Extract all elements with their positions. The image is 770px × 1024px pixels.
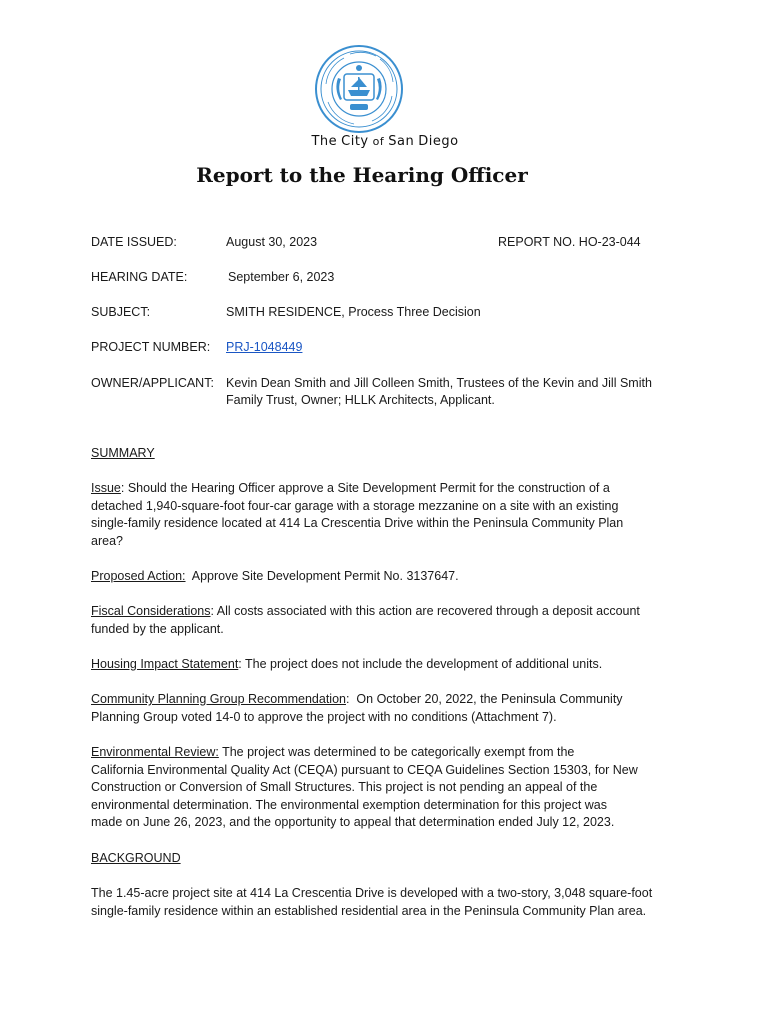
- issue-line-2: detached 1,940-square-foot four-car garage with a storage mezzanine on a site with an existing: [91, 499, 619, 513]
- proposed-action-label: Proposed Action:: [91, 569, 186, 583]
- fiscal-label: Fiscal Considerations: [91, 604, 211, 618]
- proposed-action-paragraph: Proposed Action: Approve Site Development Permit No. 3137647.: [91, 569, 459, 583]
- environmental-paragraph: Environmental Review: The project was determined to be categorically exempt from the: [91, 745, 575, 759]
- report-number: REPORT NO. HO-23-044: [498, 235, 641, 249]
- project-number-link[interactable]: PRJ-1048449: [226, 340, 303, 354]
- environmental-line-4: environmental determination. The environmental exemption determination for this project was: [91, 798, 608, 812]
- summary-heading: SUMMARY: [91, 446, 155, 460]
- issue-paragraph: Issue: Should the Hearing Officer approve a Site Development Permit for the construction of a: [91, 481, 610, 495]
- issue-label: Issue: [91, 481, 121, 495]
- cpg-line-2: Planning Group voted 14-0 to approve the project with no conditions (Attachment 7).: [91, 710, 557, 724]
- issue-line-4: area?: [91, 534, 123, 548]
- housing-label: Housing Impact Statement: [91, 657, 239, 671]
- environmental-line-2: California Environmental Quality Act (CEQA) pursuant to CEQA Guidelines Section 15303, for New: [91, 763, 638, 777]
- environmental-line-5: made on June 26, 2023, and the opportunity to appeal that determination ended July 12, 2023.: [91, 815, 615, 829]
- issue-line-3: single-family residence located at 414 La Crescentia Drive within the Peninsula Community Plan: [91, 516, 624, 530]
- project-number-label: PROJECT NUMBER:: [91, 340, 211, 354]
- cpg-paragraph: Community Planning Group Recommendation: On October 20, 2022, the Peninsula Community: [91, 692, 623, 706]
- city-name: The City of San Diego: [311, 134, 459, 149]
- fiscal-line-2: funded by the applicant.: [91, 622, 224, 636]
- owner-applicant-line-2: Family Trust, Owner; HLLK Architects, Applicant.: [226, 393, 495, 407]
- date-issued-label: DATE ISSUED:: [91, 235, 177, 249]
- city-seal-icon: [314, 44, 404, 134]
- background-heading: BACKGROUND: [91, 851, 181, 865]
- subject-value: SMITH RESIDENCE, Process Three Decision: [226, 305, 481, 319]
- hearing-date-value: September 6, 2023: [228, 270, 335, 284]
- owner-applicant-label: OWNER/APPLICANT:: [91, 376, 214, 390]
- background-line-1: The 1.45-acre project site at 414 La Crescentia Drive is developed with a two-story, 3,048 square-foot: [91, 886, 653, 900]
- environmental-label: Environmental Review:: [91, 745, 219, 759]
- date-issued-value: August 30, 2023: [226, 235, 318, 249]
- page-title: Report to the Hearing Officer: [196, 163, 528, 187]
- housing-paragraph: Housing Impact Statement: The project does not include the development of additional units.: [91, 657, 603, 671]
- cpg-label: Community Planning Group Recommendation: [91, 692, 346, 706]
- environmental-line-3: Construction or Conversion of Small Structures. This project is not pending an appeal of the: [91, 780, 598, 794]
- background-line-2: single-family residence within an established residential area in the Peninsula Community Plan area.: [91, 904, 647, 918]
- subject-label: SUBJECT:: [91, 305, 151, 319]
- fiscal-paragraph: Fiscal Considerations: All costs associated with this action are recovered through a deposit account: [91, 604, 640, 618]
- owner-applicant-line-1: Kevin Dean Smith and Jill Colleen Smith, Trustees of the Kevin and Jill Smith: [226, 376, 652, 390]
- hearing-date-label: HEARING DATE:: [91, 270, 188, 284]
